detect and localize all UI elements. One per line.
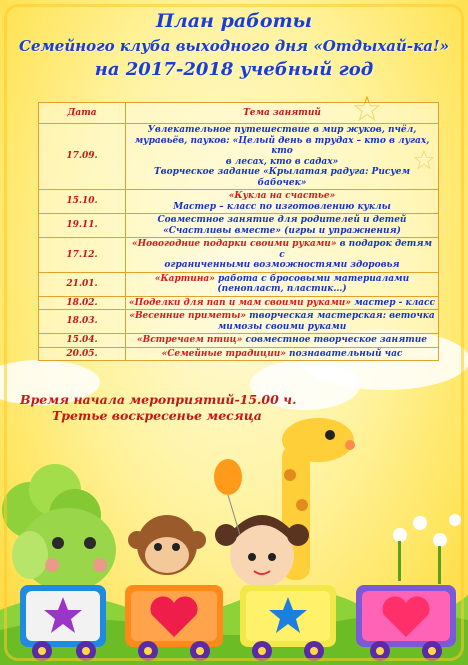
topic-text: ограниченными возможностями здоровья xyxy=(164,260,400,270)
topic-line xyxy=(129,349,435,360)
row-topic xyxy=(126,238,439,273)
row-topic xyxy=(126,296,439,310)
topic-line xyxy=(129,125,435,136)
cartoon-train-illustration xyxy=(0,405,468,665)
table-row xyxy=(39,310,439,334)
topic-line xyxy=(129,260,435,271)
event-title: «Встречаем птиц» xyxy=(136,335,243,345)
row-topic xyxy=(126,124,439,190)
topic-line xyxy=(129,136,435,157)
topic-line xyxy=(129,274,435,285)
topic-text: Творческое задание «Крылатая радуга: Рисуем бабочек» xyxy=(153,167,411,188)
topic-line xyxy=(129,226,435,237)
topic-text: совместное творческое занятие xyxy=(242,335,428,345)
row-date: 18.03. xyxy=(39,310,126,334)
table-row xyxy=(39,272,439,296)
row-date: 19.11. xyxy=(39,214,126,238)
event-title: «Кукла на счастье» xyxy=(228,191,336,201)
row-topic xyxy=(126,347,439,361)
table-header-row xyxy=(39,103,439,124)
table-row xyxy=(39,238,439,273)
row-date: 15.10. xyxy=(39,190,126,214)
topic-line xyxy=(129,167,435,188)
table-row xyxy=(39,296,439,310)
topic-text: муравьёв, пауков: «Целый день в трудах – кто в лугах, кто xyxy=(134,135,430,156)
row-topic xyxy=(126,214,439,238)
table-row xyxy=(39,214,439,238)
row-date: 17.09. xyxy=(39,124,126,190)
row-topic xyxy=(126,310,439,334)
page-title: План работы xyxy=(155,10,313,32)
table-row xyxy=(39,347,439,361)
topic-text: «Счастливы вместе» (игры и упражнения) xyxy=(163,225,401,236)
column-header-topic: Тема занятий xyxy=(126,103,439,124)
topic-line xyxy=(129,191,435,202)
topic-line xyxy=(129,311,435,322)
topic-text: мастер - класс xyxy=(350,297,435,308)
topic-text: познавательный час xyxy=(285,348,403,359)
topic-line xyxy=(129,239,435,260)
topic-text: Совместное занятие для родителей и детей xyxy=(157,215,407,225)
table-row xyxy=(39,124,439,190)
topic-text: (пенопласт, пластик…) xyxy=(217,284,347,294)
topic-line xyxy=(129,322,435,333)
event-day: Третье воскресенье месяца xyxy=(52,408,262,423)
topic-text: творческая мастерская: веточка xyxy=(246,311,435,321)
event-title: «Поделки для пап и мам своими руками» xyxy=(129,297,351,308)
row-date: 20.05. xyxy=(39,347,126,361)
event-title: «Семейные традиции» xyxy=(161,348,286,359)
row-date: 18.02. xyxy=(39,296,126,310)
column-header-date: Дата xyxy=(39,103,126,124)
row-topic xyxy=(126,190,439,214)
row-date: 21.01. xyxy=(39,272,126,296)
row-date: 15.04. xyxy=(39,334,126,348)
event-title: «Картина» xyxy=(154,273,215,284)
row-date: 17.12. xyxy=(39,238,126,273)
topic-text: Мастер – класс по изготовлению куклы xyxy=(173,201,391,212)
club-name: Семейного клуба выходного дня «Отдыхай-ка!» xyxy=(19,37,449,55)
row-topic xyxy=(126,334,439,348)
topic-line xyxy=(129,284,435,295)
topic-text: Увлекательное путешествие в мир жуков, пчёл, xyxy=(147,125,417,135)
topic-text: в подарок детям с xyxy=(279,239,433,260)
event-title: «Весенние приметы» xyxy=(129,311,246,321)
topic-line xyxy=(129,215,435,226)
flyer-header xyxy=(0,10,468,81)
table-row xyxy=(39,334,439,348)
event-title: «Новогодние подарки своими руками» xyxy=(131,239,337,249)
topic-text: мимозы своими руками xyxy=(217,321,347,332)
topic-text: в лесах, кто в садах» xyxy=(225,156,339,167)
schedule-table xyxy=(38,102,439,361)
table-row xyxy=(39,190,439,214)
school-year: на 2017-2018 учебный год xyxy=(94,59,374,80)
topic-line xyxy=(129,298,435,309)
topic-line xyxy=(129,202,435,213)
topic-line xyxy=(129,157,435,168)
event-start-time: Время начала мероприятий-15.00 ч. xyxy=(20,392,297,407)
topic-text: работа с бросовыми материалами xyxy=(214,273,410,284)
schedule-body xyxy=(39,124,439,361)
row-topic xyxy=(126,272,439,296)
topic-line xyxy=(129,335,435,346)
